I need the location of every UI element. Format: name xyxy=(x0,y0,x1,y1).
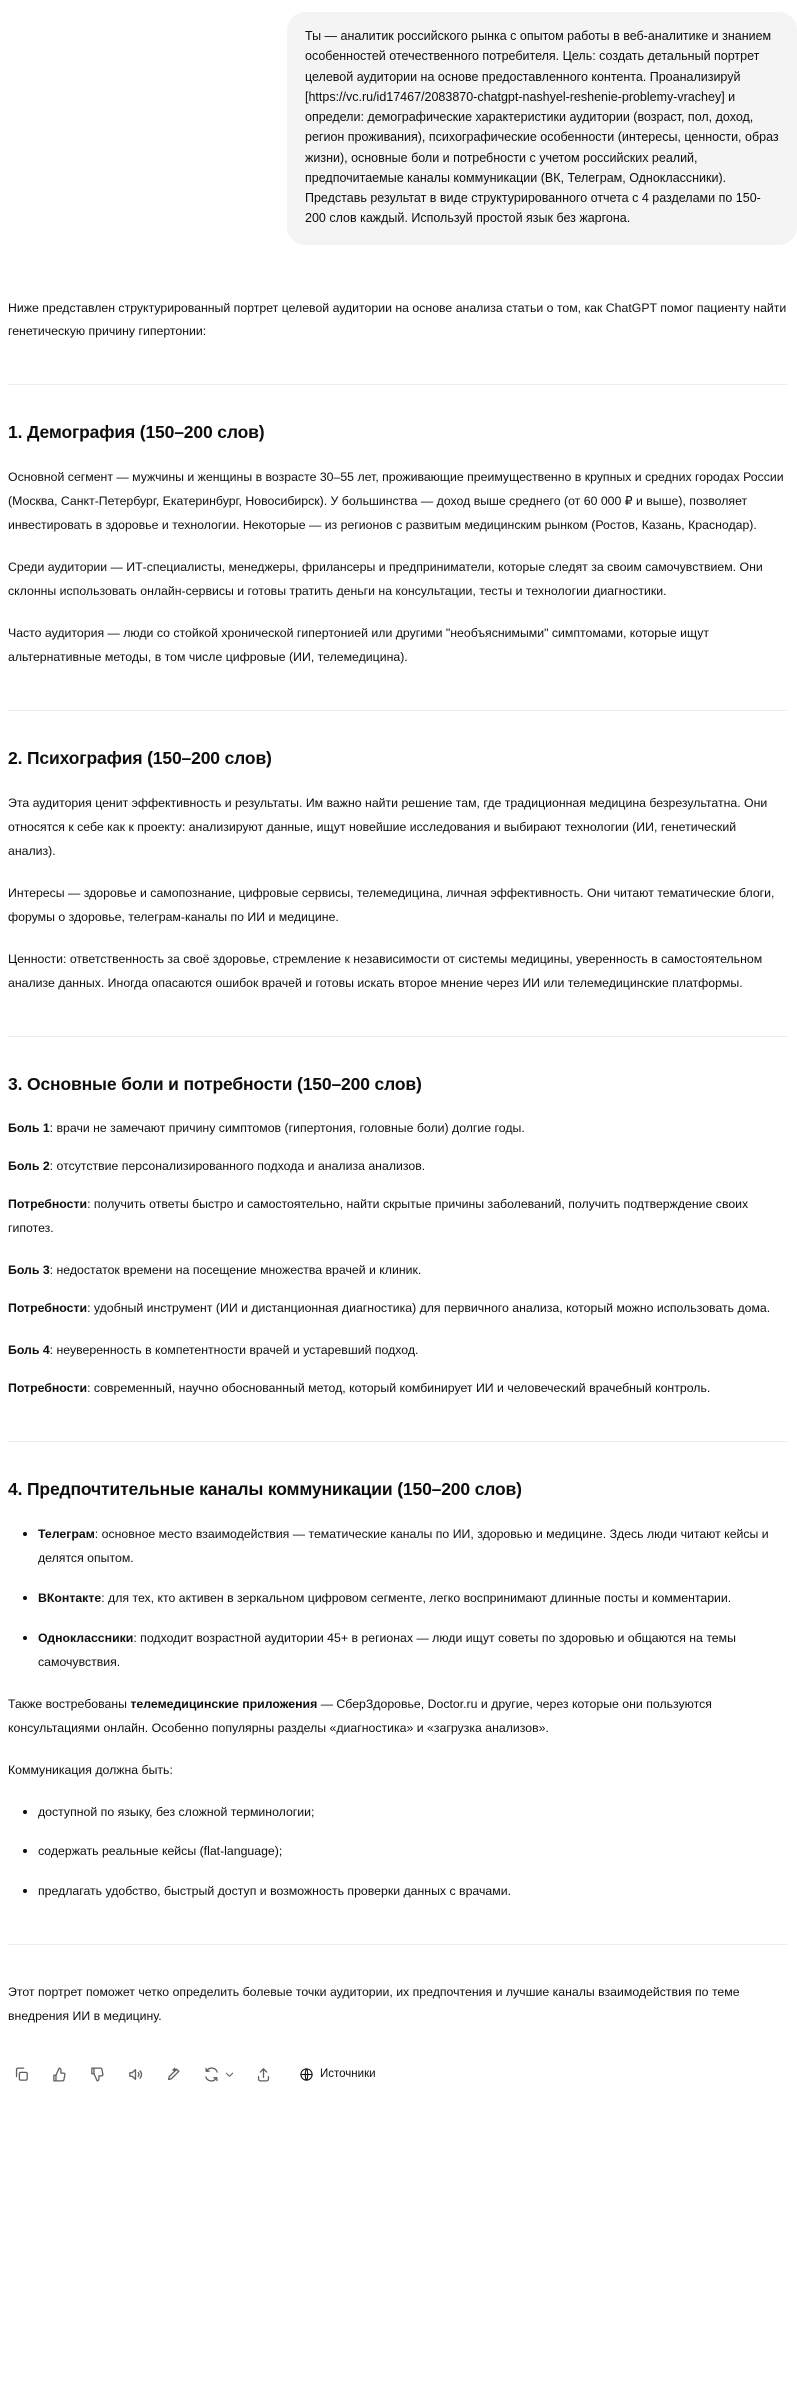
section-title: 1. Демография (150–200 слов) xyxy=(8,422,265,443)
needs-item xyxy=(8,1377,787,1401)
list-item: доступной по языку, без сложной терминологии; xyxy=(38,1801,787,1825)
section-divider xyxy=(8,384,787,385)
closing-paragraph: Этот портрет поможет четко определить болевые точки аудитории, их предпочтения и лучшие каналы взаимодействия по теме внедрения ИИ в медицину. xyxy=(8,1985,740,2024)
user-message-row xyxy=(0,0,797,245)
telemed-text-pre: Также востребованы xyxy=(8,1696,131,1711)
section-divider xyxy=(8,1036,787,1037)
paragraph: Интересы — здоровье и самопознание, цифровые сервисы, телемедицина, личная эффективность. Они читают тематические блоги, форумы о здоровье, телеграм-каналы по ИИ и медицине. xyxy=(8,885,775,924)
pain-item xyxy=(8,1259,787,1283)
pain-text: : недостаток времени на посещение множества врачей и клиник. xyxy=(49,1263,422,1278)
channel-label: Телеграм xyxy=(38,1526,95,1541)
needs-item xyxy=(8,1297,787,1321)
section-demography xyxy=(8,421,787,670)
section-title: 3. Основные боли и потребности (150–200 слов) xyxy=(8,1073,422,1094)
pain-label: Боль 3 xyxy=(8,1263,50,1278)
telemedicine-paragraph xyxy=(8,1693,787,1741)
needs-label: Потребности xyxy=(8,1197,88,1212)
assistant-message xyxy=(0,297,797,2100)
globe-icon xyxy=(298,2066,314,2082)
retry-control[interactable] xyxy=(200,2063,236,2085)
channel-text: : основное место взаимодействия — тематические каналы по ИИ, здоровью и медицине. Здесь люди читают кейсы и делятся опытом. xyxy=(38,1526,769,1565)
thumbs-down-icon[interactable] xyxy=(86,2063,108,2085)
needs-item xyxy=(8,1193,787,1241)
channel-list xyxy=(8,1523,787,1675)
needs-text: : современный, научно обоснованный метод, который комбинирует ИИ и человеческий врачебный контроль. xyxy=(87,1381,711,1396)
channel-text: : подходит возрастной аудитории 45+ в регионах — люди ищут советы по здоровью и общаются на темы самочувствия. xyxy=(38,1630,736,1669)
pain-label: Боль 4 xyxy=(8,1343,50,1358)
pain-item xyxy=(8,1155,787,1179)
user-prompt-bubble[interactable]: Ты — аналитик российского рынка с опытом работы в веб-аналитике и знанием особенностей отечественного потребителя. Цель: создать детальный портрет целевой аудитории на основе предоставленного контента. Проанализируй [https://vc.ru/id17467/2083870-chatgpt-nashyel-reshenie-problemy-vrachey] и определи: демографические характеристики аудитории (возраст, пол, доход, регион проживания), психографические особенности (интересы, ценности, образ жизни), основные боли и потребности с учетом российских реалий, предпочитаемые каналы коммуникации (ВК, Телеграм, Одноклассники). Представь результат в виде структурированного отчета с 4 разделами по 150-200 слов каждый. Используй простой язык без жаргона. xyxy=(287,12,797,245)
needs-label: Потребности xyxy=(8,1381,88,1396)
section-divider xyxy=(8,710,787,711)
needs-label: Потребности xyxy=(8,1301,88,1316)
edit-sparkle-icon[interactable] xyxy=(162,2063,184,2085)
channel-label: Одноклассники xyxy=(38,1630,134,1645)
sources-label: Источники xyxy=(320,2068,376,2081)
pain-text: : неуверенность в компетентности врачей и устаревший подход. xyxy=(49,1343,419,1358)
paragraph: Эта аудитория ценит эффективность и результаты. Им важно найти решение там, где традиционная медицина безрезультатна. Они относятся к себе как к проекту: анализируют данные, ищут новейшие исследования и выбирают технологии (ИИ, генетический анализ). xyxy=(8,795,768,858)
section-psychography xyxy=(8,747,787,996)
channel-label: ВКонтакте xyxy=(38,1590,102,1605)
telemed-text-post: — СберЗдоровье, Doctor.ru и другие, через которые они пользуются консультациями онлайн. Особенно популярны разделы «диагностика» и «загрузка анализов». xyxy=(8,1696,712,1735)
paragraph: Основной сегмент — мужчины и женщины в возрасте 30–55 лет, проживающие преимущественно в крупных и средних городах России (Москва, Санкт-Петербург, Екатеринбург, Новосибирск). У большинства — доход выше среднего (от 60 000 ₽ и выше), позволяет инвестировать в здоровье и технологии. Некоторые — из регионов с развитым медицинским рынком (Ростов, Казань, Краснодар). xyxy=(8,470,784,533)
list-item: предлагать удобство, быстрый доступ и возможность проверки данных с врачами. xyxy=(38,1880,787,1904)
needs-text: : получить ответы быстро и самостоятельно, найти скрытые причины заболеваний, получить подтверждение своих гипотез. xyxy=(8,1197,749,1236)
paragraph: Ценности: ответственность за своё здоровье, стремление к независимости от системы медицины, уверенность в самостоятельном анализе данных. Иногда опасаются ошибок врачей и готовы искать второе мнение через ИИ или телемедицинские платформы. xyxy=(8,951,763,990)
needs-text: : удобный инструмент (ИИ и дистанционная диагностика) для первичного анализа, который можно использовать дома. xyxy=(87,1301,771,1316)
list-item xyxy=(38,1627,787,1675)
list-item xyxy=(38,1587,787,1611)
communication-requirements-list xyxy=(8,1801,787,1905)
paragraph: Часто аудитория — люди со стойкой хронической гипертонией или другими "необъяснимыми" симптомами, которые ищут альтернативные методы, в том числе цифровые (ИИ, телемедицина). xyxy=(8,626,710,664)
list-item: содержать реальные кейсы (flat-language); xyxy=(38,1840,787,1864)
pain-text: : врачи не замечают причину симптомов (гипертония, головные боли) долгие годы. xyxy=(49,1121,525,1136)
paragraph: Среди аудитории — ИТ-специалисты, менеджеры, фрилансеры и предприниматели, которые следят за своим самочувствием. Они склонны использовать онлайн-сервисы и готовы тратить деньги на консультации, тесты и технологии диагностики. xyxy=(8,560,763,599)
pain-label: Боль 1 xyxy=(8,1121,50,1136)
section-title: 4. Предпочтительные каналы коммуникации (150–200 слов) xyxy=(8,1479,522,1499)
sources-button[interactable] xyxy=(298,2066,376,2082)
response-intro: Ниже представлен структурированный портрет целевой аудитории на основе анализа статьи о том, как ChatGPT помог пациенту найти генетическую причину гипертонии: xyxy=(8,300,787,339)
channel-text: : для тех, кто активен в зеркальном цифровом сегменте, легко воспринимают длинные посты и комментарии. xyxy=(101,1590,732,1605)
thumbs-up-icon[interactable] xyxy=(48,2063,70,2085)
copy-icon[interactable] xyxy=(10,2063,32,2085)
read-aloud-icon[interactable] xyxy=(124,2063,146,2085)
section-communication-channels xyxy=(8,1478,787,1904)
communication-lead: Коммуникация должна быть: xyxy=(8,1762,173,1777)
section-title: 2. Психография (150–200 слов) xyxy=(8,747,272,768)
message-action-toolbar xyxy=(8,2047,787,2099)
pain-text: : отсутствие персонализированного подхода и анализа анализов. xyxy=(49,1159,426,1174)
share-icon[interactable] xyxy=(252,2063,274,2085)
section-divider xyxy=(8,1944,787,1945)
chevron-down-icon[interactable] xyxy=(223,2063,236,2085)
list-item xyxy=(38,1523,787,1571)
pain-item xyxy=(8,1117,787,1141)
retry-icon[interactable] xyxy=(200,2063,222,2085)
telemed-bold: телемедицинские приложения xyxy=(130,1696,318,1711)
section-divider xyxy=(8,1441,787,1442)
pain-item xyxy=(8,1339,787,1363)
section-pains-and-needs xyxy=(8,1073,787,1402)
pain-label: Боль 2 xyxy=(8,1159,50,1174)
